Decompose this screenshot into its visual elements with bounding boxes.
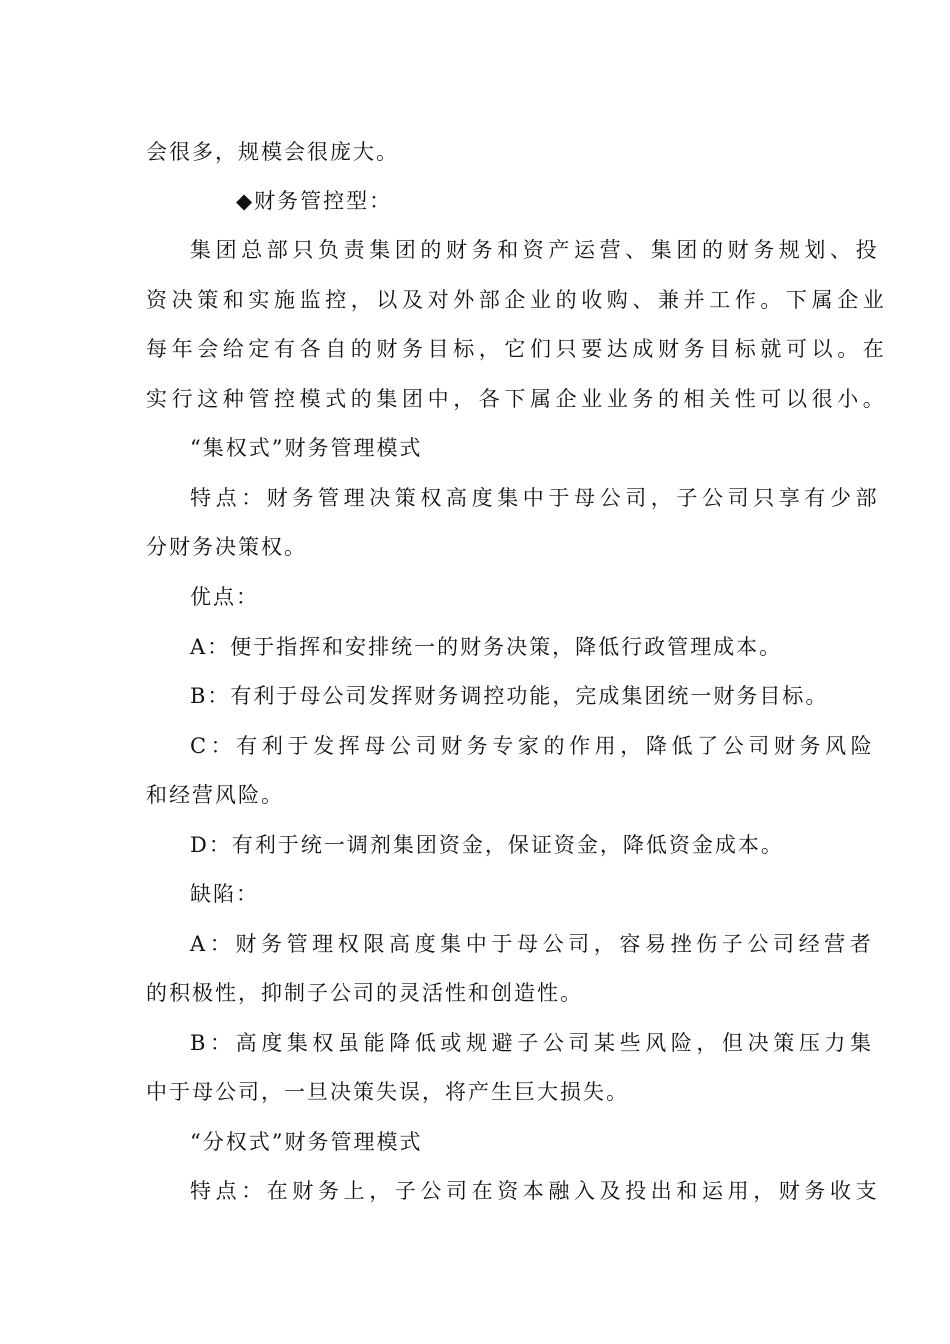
paragraph-line: 每年会给定有各自的财务目标，它们只要达成财务目标就可以。在 <box>146 337 889 361</box>
list-item-continuation: 的积极性，抑制子公司的灵活性和创造性。 <box>146 981 583 1005</box>
list-item: C：有利于发挥母公司财务专家的作用，降低了公司财务风险 <box>190 734 877 758</box>
paragraph-line: 实行这种管控模式的集团中，各下属企业业务的相关性可以很小。 <box>146 387 889 411</box>
paragraph-line: 资决策和实施监控，以及对外部企业的收购、兼并工作。下属企业 <box>146 288 889 312</box>
paragraph-line: 特点：在财务上，子公司在资本融入及投出和运用，财务收支 <box>190 1179 882 1203</box>
list-item: A：财务管理权限高度集中于母公司，容易挫伤子公司经营者 <box>190 932 876 956</box>
list-item-continuation: 和经营风险。 <box>146 783 284 807</box>
paragraph-line: 特点：财务管理决策权高度集中于母公司，子公司只享有少部 <box>190 486 882 510</box>
list-item: A：便于指挥和安排统一的财务决策，降低行政管理成本。 <box>190 635 783 659</box>
paragraph-line: 分财务决策权。 <box>146 535 307 559</box>
subheading: 优点： <box>190 585 259 609</box>
section-heading: “分权式”财务管理模式 <box>190 1130 423 1154</box>
section-bullet-heading: ◆财务管控型： <box>236 189 393 213</box>
list-item: B：有利于母公司发挥财务调控功能，完成集团统一财务目标。 <box>190 684 829 708</box>
paragraph-line: 集团总部只负责集团的财务和资产运营、集团的财务规划、投 <box>190 238 882 262</box>
subheading: 缺陷： <box>190 882 259 906</box>
text-line: 会很多，规模会很庞大。 <box>146 140 399 164</box>
list-item: D：有利于统一调剂集团资金，保证资金，降低资金成本。 <box>190 833 784 857</box>
list-item-continuation: 中于母公司，一旦决策失误，将产生巨大损失。 <box>146 1080 629 1104</box>
list-item: B：高度集权虽能降低或规避子公司某些风险，但决策压力集 <box>190 1031 876 1055</box>
section-heading: “集权式”财务管理模式 <box>190 436 423 460</box>
